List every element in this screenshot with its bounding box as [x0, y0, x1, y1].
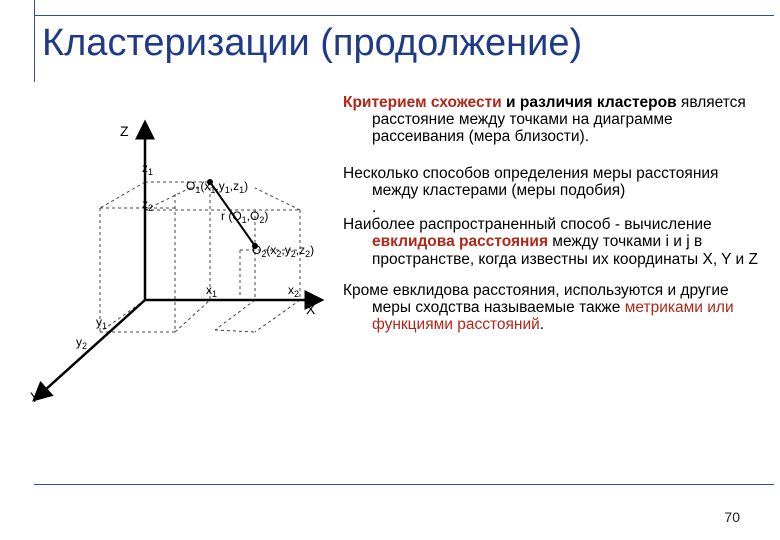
highlight-metrics: метриками или функциями расстояний	[372, 299, 734, 334]
paragraph-criterion	[343, 94, 763, 146]
decor-bottom-line	[34, 484, 774, 485]
p3-text-b: между точками i и j в пространстве, когда известны их координаты X, Y и Z	[372, 233, 758, 268]
p3-text-a: Наиболее распространенный способ - вычисление	[343, 216, 712, 234]
x1-label: $x_1$	[206, 283, 218, 299]
highlight-similarity: Критерием схожести	[343, 94, 502, 111]
decor-vertical-line	[34, 0, 35, 82]
z1-label: $z_1$	[142, 161, 154, 177]
highlight-euclid: евклидова расстояния	[372, 233, 548, 251]
cluster-diagram	[0, 110, 340, 530]
decor-top-line	[34, 15, 774, 16]
point-o1-label: $O_1(x_1,y_1,z_1)$	[186, 179, 249, 195]
paragraph-methods	[343, 165, 763, 217]
projection-box	[100, 182, 300, 332]
paragraph-metrics	[343, 282, 763, 334]
x2-label: $x_2$	[288, 283, 300, 299]
p1-text-b: кластеров	[596, 94, 677, 111]
slide-body	[343, 94, 763, 333]
x-axis-label: X	[306, 301, 316, 317]
y2-label: $y_2$	[76, 335, 88, 351]
p4-text-a: Кроме евклидова расстояния, используются и другие меры сходства называемые также	[343, 281, 729, 317]
point-o2-label: $O_2(x_2,y_2,z_2)$	[252, 243, 315, 259]
p2-text: Несколько способов определения меры расстояния между кластерами (меры подобия)	[343, 164, 719, 199]
z2-label: $z_2$	[142, 197, 154, 213]
z-axis-label: Z	[120, 123, 129, 139]
y1-label: $y_1$	[96, 315, 108, 331]
distance-label: r $(O_1,O_2)$	[221, 209, 269, 225]
p1-text-c: является расстояние между точками на диаграмме рассеивания (мера близости).	[372, 94, 746, 146]
p4-text-b: .	[539, 316, 545, 334]
paragraph-euclid	[343, 216, 763, 268]
p1-text-a: и различия	[501, 94, 597, 111]
y-axis-label: Y	[30, 389, 40, 405]
page-number: 70	[724, 509, 740, 525]
p2-dot: .	[372, 199, 377, 217]
y-axis	[34, 300, 145, 400]
slide-title: Кластеризации (продолжение)	[42, 22, 583, 64]
